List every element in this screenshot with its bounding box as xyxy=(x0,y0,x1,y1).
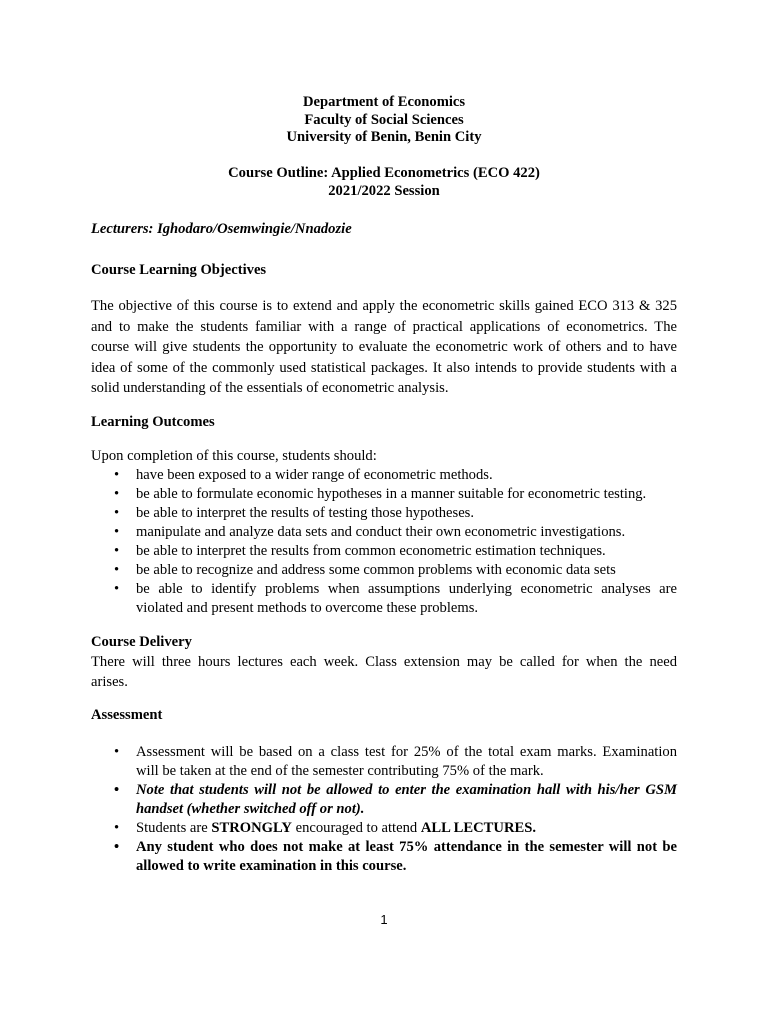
bullet-icon: • xyxy=(114,543,120,559)
list-item: • be able to formulate economic hypotheses in a manner suitable for econometric testing. xyxy=(114,486,647,502)
objectives-heading: Course Learning Objectives xyxy=(91,262,267,278)
list-item: • be able to recognize and address some common problems with economic data sets xyxy=(114,562,616,578)
outcomes-list xyxy=(114,466,677,618)
paragraph-line: The objective of this course is to extend and apply the econometric skills gained ECO 313 & 325 xyxy=(91,298,677,314)
faculty-name: Faculty of Social Sciences xyxy=(304,111,464,128)
list-item: • be able to interpret the results of testing those hypotheses. xyxy=(114,505,475,521)
list-item: • be able to identify problems when assumptions underlying econometric analyses are violated and present methods to overcome these problems. xyxy=(114,581,677,616)
department-name: Department of Economics xyxy=(302,94,466,110)
assessment-list xyxy=(114,743,677,876)
course-outline-title: Course Outline: Applied Econometrics (ECO 422) xyxy=(228,165,540,181)
bullet-icon: • xyxy=(114,581,120,597)
bullet-icon: • xyxy=(114,744,120,760)
bullet-icon: • xyxy=(114,505,120,521)
bullet-icon: • xyxy=(114,562,120,578)
paragraph-line: and to make the students familiar with a range of practical applications of econometrics. The xyxy=(91,318,677,335)
assessment-heading: Assessment xyxy=(91,707,163,723)
page-number: 1 xyxy=(380,912,388,927)
delivery-paragraph xyxy=(91,652,677,692)
outcomes-intro: Upon completion of this course, students should: xyxy=(91,448,377,464)
bullet-icon: • xyxy=(114,782,120,798)
outcomes-heading: Learning Outcomes xyxy=(91,414,215,430)
bullet-icon: • xyxy=(114,524,120,540)
course-header xyxy=(0,165,768,200)
list-item: • Any student who does not make at least 75% attendance in the semester will not be allowed to write examination in this course. xyxy=(114,839,677,874)
delivery-heading: Course Delivery xyxy=(91,634,192,650)
paragraph-line: There will three hours lectures each week. Class extension may be called for when the need xyxy=(91,654,677,670)
paragraph-line: arises. xyxy=(91,674,128,690)
bullet-icon: • xyxy=(114,467,120,483)
paragraph-line: idea of some of the commonly used statistical packages. It also intends to provide students with a xyxy=(91,359,677,376)
objectives-paragraph xyxy=(91,296,677,399)
bullet-icon: • xyxy=(114,486,120,502)
institution-header xyxy=(0,94,768,147)
university-name: University of Benin, Benin City xyxy=(286,129,482,145)
session-label: 2021/2022 Session xyxy=(328,182,440,199)
list-item: • Students are STRONGLY encouraged to attend ALL LECTURES. xyxy=(114,820,536,836)
paragraph-line: course will give students the opportunity to evaluate the econometric work of others and to have xyxy=(91,339,677,356)
list-item: • have been exposed to a wider range of econometric methods. xyxy=(114,467,493,483)
list-item: • manipulate and analyze data sets and conduct their own econometric investigations. xyxy=(114,524,626,540)
bullet-icon: • xyxy=(114,839,120,855)
list-item: • Note that students will not be allowed to enter the examination hall with his/her GSM handset (whether switched off or not). xyxy=(114,782,677,817)
list-item: • Assessment will be based on a class test for 25% of the total exam marks. Examination will be taken at the end of the semester contributing 75% of the mark. xyxy=(114,744,677,779)
bullet-icon: • xyxy=(114,820,120,836)
lecturers-line: Lecturers: Ighodaro/Osemwingie/Nnadozie xyxy=(91,221,352,237)
paragraph-line: solid understanding of the essentials of econometric analysis. xyxy=(91,380,449,397)
list-item: • be able to interpret the results from common econometric estimation techniques. xyxy=(114,543,606,559)
